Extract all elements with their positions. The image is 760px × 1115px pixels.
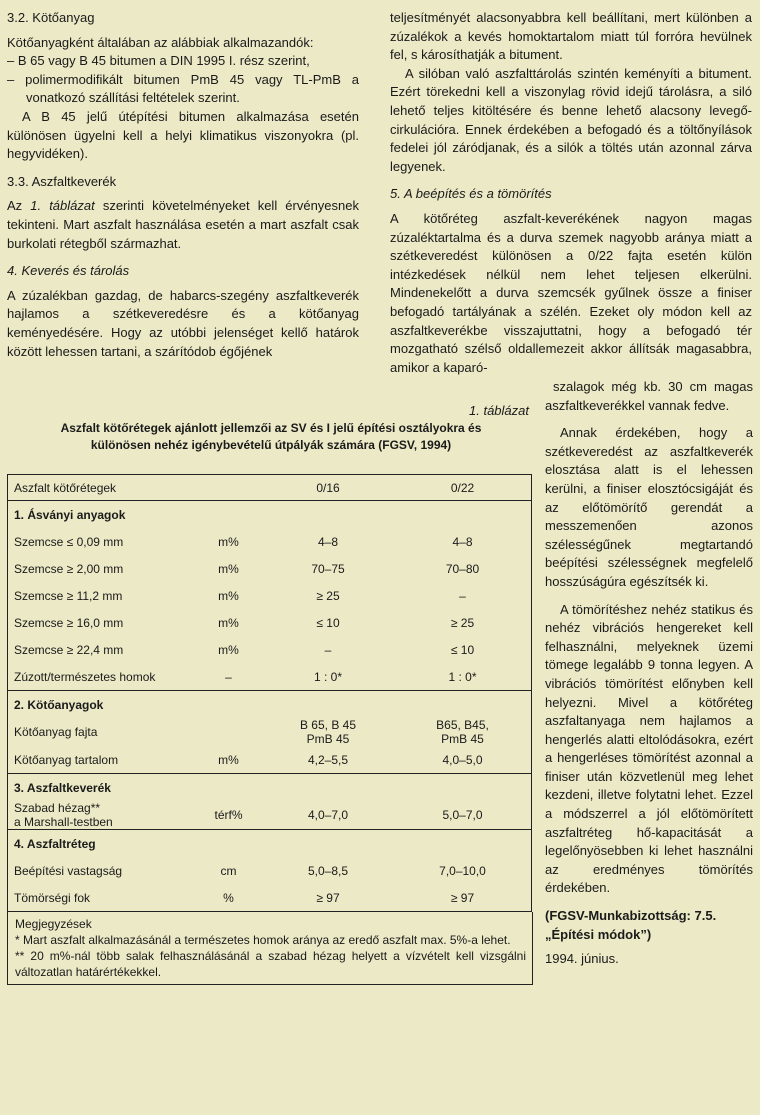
row-value-0-22: ≥ 97 bbox=[450, 890, 475, 905]
properties-table bbox=[7, 474, 532, 912]
row-value-0-22: 70–80 bbox=[445, 561, 480, 576]
table-title-line: különösen nehéz igénybevételű útpályák számára (FGSV, 1994) bbox=[90, 438, 452, 452]
text-run: szerinti követelményeket kell érvényesnek tekinteni. Mart aszfalt használása esetén a mart aszfalt csak burkolati rétegből származhat. bbox=[7, 198, 359, 251]
table-block bbox=[7, 403, 535, 985]
section-5-paragraph-3: A tömörítéshez nehéz statikus és nehéz vibrációs hengereket kell felhasználni, melyeknek üzemi tömege legalább 9 tonna legyen. A vibrációs tömörítést előnyben kell helyezni. Mivel a kötőréteg aszfaltanyaga nem hajlamos a hengerlés alatti eltolódásokra, ezért a hengerléses tömörítést azonnal a finiser után közvetlenül meg lehet kezdeni, illetve folytatni lehet. Ezzel a módszerrel a jól előtömörített aszfaltréteg hő-kapacitását a legelőnyösebben ki lehet használni az eredményes tömörítés érdekében. bbox=[545, 601, 753, 896]
row-value-0-16: 1 : 0* bbox=[313, 669, 343, 684]
row-value-0-22: 7,0–10,0 bbox=[439, 863, 486, 878]
row-unit: m% bbox=[218, 752, 239, 767]
list-item-polymer: – polimermodifikált bitumen PmB 45 vagy TL-PmB a vonatkozó szállítási feltételek szerint. bbox=[7, 71, 359, 106]
section-3-3-heading: 3.3. Aszfaltkeverék bbox=[7, 173, 117, 189]
table-section-row bbox=[8, 691, 532, 719]
row-label: Szemcse ≥ 2,00 mm bbox=[14, 561, 124, 576]
text-run: Az bbox=[7, 198, 31, 214]
row-label: Kötőanyag fajta bbox=[14, 725, 98, 739]
right-column bbox=[390, 9, 752, 377]
row-unit: m% bbox=[218, 615, 239, 630]
row-unit: m% bbox=[218, 534, 239, 549]
left-column bbox=[7, 9, 359, 361]
row-value-0-22: ≥ 25 bbox=[450, 615, 475, 630]
section-title: 3. Aszfaltkeverék bbox=[8, 774, 532, 802]
table-row bbox=[8, 663, 532, 691]
date: 1994. június. bbox=[545, 951, 619, 967]
notes-title: Megjegyzések bbox=[15, 917, 92, 931]
table-title bbox=[7, 420, 535, 454]
section-3-2-intro: Kötőanyagként általában az alábbiak alkalmazandók: bbox=[7, 34, 314, 50]
table-reference: 1. táblázat bbox=[30, 198, 95, 214]
section-3-2-paragraph: A B 45 jelű útépítési bitumen alkalmazása esetén különösen ügyelni kell a helyi klimatikus viszonyokra (pl. hegyvidéken). bbox=[7, 108, 359, 162]
row-unit: m% bbox=[218, 588, 239, 603]
row-value-0-22: – bbox=[459, 588, 466, 603]
table-row bbox=[8, 884, 532, 912]
row-label: Szemcse ≤ 0,09 mm bbox=[14, 534, 124, 549]
section-title: 2. Kötőanyagok bbox=[8, 691, 532, 719]
table-caption: 1. táblázat bbox=[469, 403, 529, 418]
continued-paragraph: teljesítményét alacsonyabbra kell beállítani, mert különben a zúzalékok a kevés homoktartalom miatt túl forróra hevülnek fel, s károsíthatják a bitument. bbox=[390, 10, 752, 63]
header-unit bbox=[195, 475, 262, 501]
header-col-0-22: 0/22 bbox=[394, 475, 532, 501]
row-value-0-16: 4–8 bbox=[317, 534, 339, 549]
row-unit: m% bbox=[218, 642, 239, 657]
section-3-3-paragraph bbox=[7, 197, 359, 253]
row-value-0-22: 4–8 bbox=[452, 534, 473, 549]
table-row bbox=[8, 801, 532, 830]
row-value-0-22: 1 : 0* bbox=[448, 669, 477, 684]
section-5-paragraph-1-continued: szalagok még kb. 30 cm magas aszfaltkeverékkel vannak fedve. bbox=[545, 379, 753, 413]
row-value-0-16: ≥ 97 bbox=[316, 890, 340, 905]
row-value-0-16: 70–75 bbox=[311, 561, 345, 576]
row-label: Szemcse ≥ 11,2 mm bbox=[14, 588, 123, 603]
row-label: Zúzott/természetes homok bbox=[14, 669, 156, 684]
row-value-0-22: B65, B45, PmB 45 bbox=[436, 718, 489, 746]
row-value-0-16: 4,0–7,0 bbox=[307, 808, 349, 822]
row-unit: – bbox=[225, 669, 232, 684]
section-title: 1. Ásványi anyagok bbox=[8, 501, 532, 529]
table-section-row bbox=[8, 830, 532, 858]
table-row bbox=[8, 718, 532, 746]
row-label: Beépítési vastagság bbox=[14, 863, 123, 878]
row-value-0-16: ≤ 10 bbox=[316, 615, 340, 630]
row-unit bbox=[195, 718, 262, 746]
table-row bbox=[8, 582, 532, 609]
note-2: ** 20 m%-nál több salak felhasználásánál a szabad hézag helyett a vízvételt kell vizsgálni változatlan határértékekkel. bbox=[15, 949, 526, 979]
section-title: 4. Aszfaltréteg bbox=[8, 830, 532, 858]
note-1: * Mart aszfalt alkalmazásánál a természetes homok aránya az eredő aszfalt max. 5%-a lehet. bbox=[15, 933, 511, 947]
table-row bbox=[8, 609, 532, 636]
row-unit: térf% bbox=[214, 808, 243, 822]
table-row bbox=[8, 857, 532, 884]
row-unit: m% bbox=[218, 561, 239, 576]
row-unit: % bbox=[223, 890, 234, 905]
row-label: Szemcse ≥ 16,0 mm bbox=[14, 615, 124, 630]
table-section-row bbox=[8, 774, 532, 802]
row-value-0-22: ≤ 10 bbox=[450, 642, 475, 657]
section-5-paragraph-2: Annak érdekében, hogy a szétkeveredést az aszfaltkeverék elosztása alatt is el lehessen kerülni, a finiser elosztócsigáját és az előtömörítő gerendát a messzemenően azonos szélességűnek megtartandó beépítési szélességnek megfelelő hosszúságúra egészítsék ki. bbox=[545, 425, 753, 589]
row-value-0-16: – bbox=[324, 642, 332, 657]
row-label: Kötőanyag tartalom bbox=[14, 752, 119, 767]
table-title-line: Aszfalt kötőrétegek ajánlott jellemzői az SV és I jelű építési osztályokra és bbox=[60, 421, 482, 435]
table-notes bbox=[7, 912, 533, 985]
row-value-0-16: ≥ 25 bbox=[316, 588, 340, 603]
section-5-heading: 5. A beépítés és a tömörítés bbox=[390, 186, 552, 202]
right-narrow-column bbox=[545, 378, 753, 969]
table-row bbox=[8, 746, 532, 774]
row-unit: cm bbox=[220, 863, 237, 878]
row-value-0-22: 4,0–5,0 bbox=[442, 752, 483, 767]
row-value-0-16: 5,0–8,5 bbox=[307, 863, 349, 878]
table-row bbox=[8, 528, 532, 555]
header-col-0-16: 0/16 bbox=[262, 475, 394, 501]
header-label: Aszfalt kötőrétegek bbox=[8, 475, 196, 501]
list-item-bitumen: – B 65 vagy B 45 bitumen a DIN 1995 I. rész szerint, bbox=[7, 53, 310, 69]
row-value-0-16: 4,2–5,5 bbox=[307, 752, 349, 767]
section-4-heading: 4. Keverés és tárolás bbox=[7, 263, 130, 279]
row-value-0-22: 5,0–7,0 bbox=[442, 808, 483, 822]
row-label: Szabad hézag** a Marshall-testben bbox=[14, 801, 113, 829]
table-header-row bbox=[8, 475, 532, 501]
table-row bbox=[8, 636, 532, 663]
row-label: Tömörségi fok bbox=[14, 890, 91, 905]
source-citation: (FGSV-Munkabizottság: 7.5. „Építési módok”) bbox=[545, 908, 717, 942]
table-row bbox=[8, 555, 532, 582]
silo-paragraph: A silóban való aszfalttárolás szintén keményíti a bitument. Ezért törekedni kell a viszonylag rövid idejű tárolásra, a siló lehető teljes kitöltésére és benne lehető alacsony levegő-cirkulációra. Ennek érdekében a befogadó és a töltőnyílások fedelei jól záródjanak, és a silók a töltés után azonnal zárva legyenek. bbox=[390, 65, 752, 174]
section-4-paragraph: A zúzalékban gazdag, de habarcs-szegény aszfaltkeverék hajlamos a szétkeveredésre és a kötőanyag keményedésére. Hogy az utóbbi jelenséget kellő határok között lehessen tartani, a szárítódob égőjének bbox=[7, 287, 359, 359]
section-5-paragraph-1: A kötőréteg aszfalt-keverékének nagyon magas zúzaléktartalma és a durva szemek nagyobb aránya miatt a szétkeveredést különösen a 0/22 fajta esetén külön intézkedések nélkül nem lehet teljesen elkerülni. Mindenekelőtt a durva szemcsék gyűlnek össze a finiser befogadó tartályának a szélén. Ezeket oly módon kell az aszfaltkeverékbe visszajuttatni, hogy a befogadó tér mozgatható szélső oldallemezeit akkor állítsák magasabbra, amikor a kaparó- bbox=[390, 210, 752, 375]
row-label: Szemcse ≥ 22,4 mm bbox=[14, 642, 124, 657]
row-value-0-16: B 65, B 45 PmB 45 bbox=[299, 718, 357, 746]
section-3-2-heading: 3.2. Kötőanyag bbox=[7, 10, 95, 25]
table-section-row bbox=[8, 501, 532, 529]
